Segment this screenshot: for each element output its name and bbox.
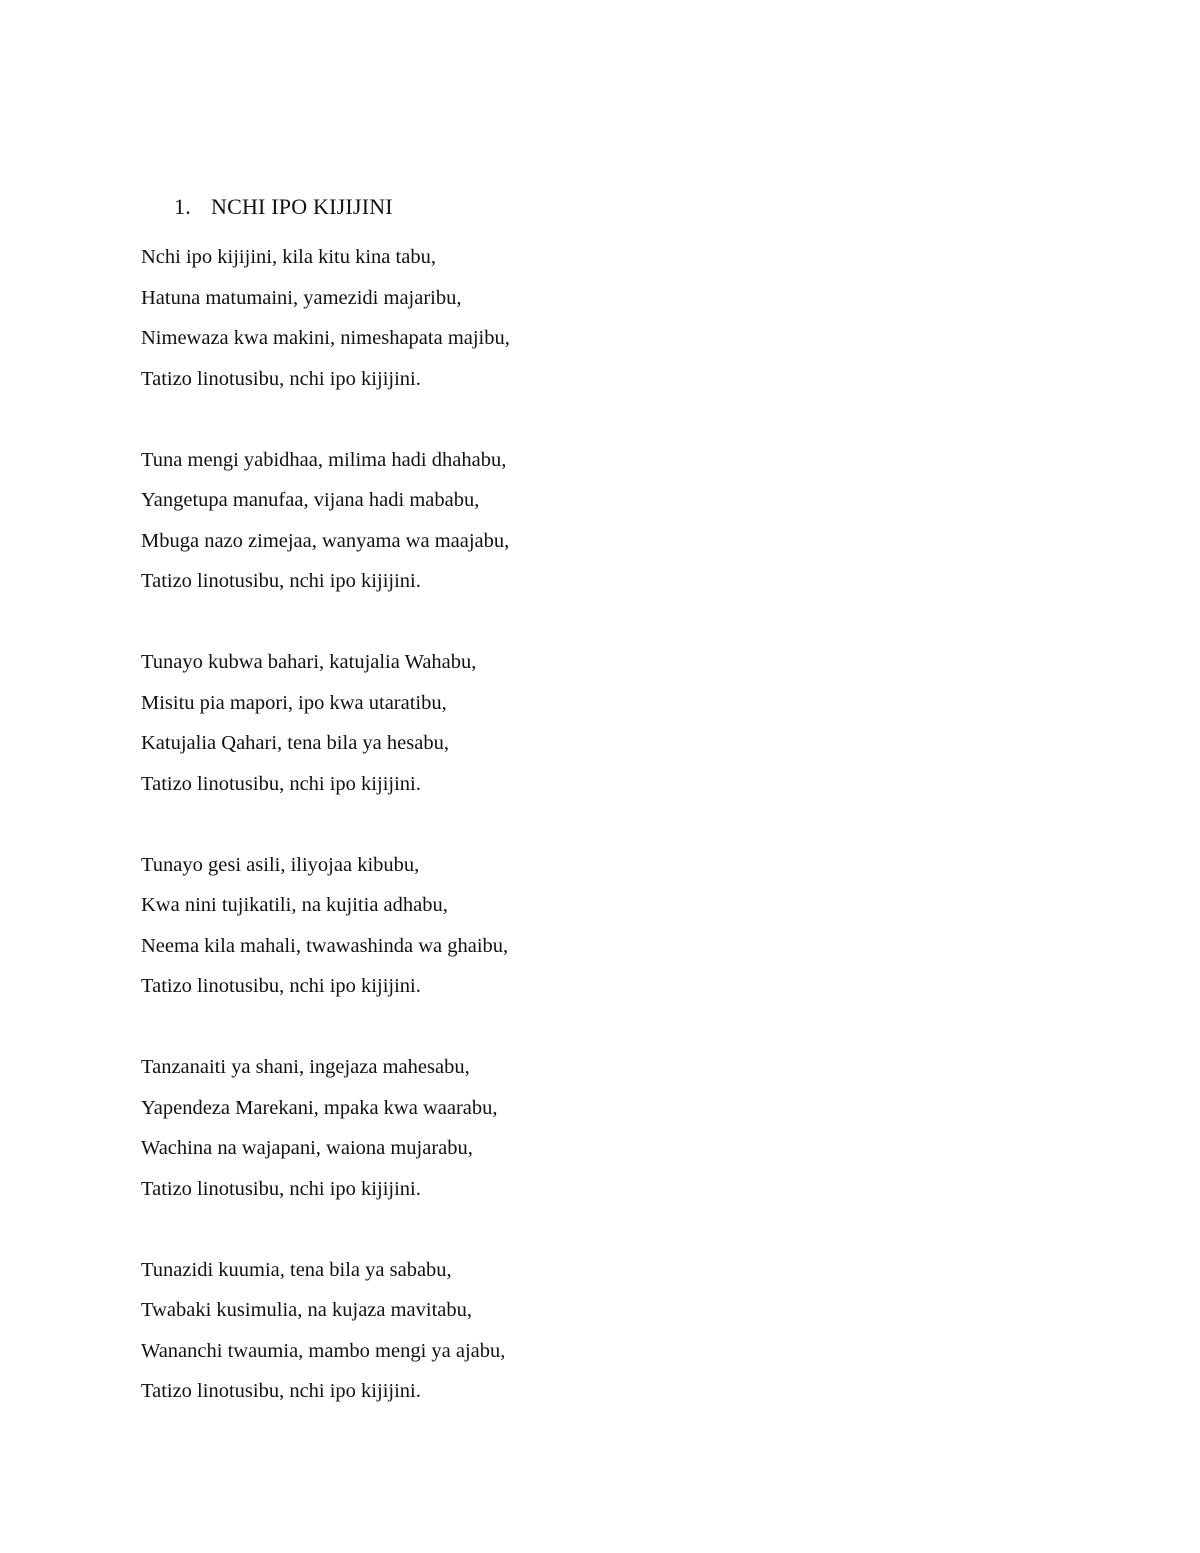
verse-line: Tunayo gesi asili, iliyojaa kibubu, xyxy=(141,853,420,876)
verse-line: Twabaki kusimulia, na kujaza mavitabu, xyxy=(141,1299,473,1321)
stanza-6 xyxy=(141,1250,841,1412)
verse-line: Yapendeza Marekani, mpaka kwa waarabu, xyxy=(141,1096,498,1119)
verse-line: Tatizo linotusibu, nchi ipo kijijini. xyxy=(141,1177,421,1200)
stanza-1 xyxy=(141,237,841,399)
verse-line: Katujalia Qahari, tena bila ya hesabu, xyxy=(141,732,449,754)
stanza-5 xyxy=(141,1047,841,1209)
stanza-4 xyxy=(141,845,841,1007)
verse-line: Tunazidi kuumia, tena bila ya sababu, xyxy=(141,1258,452,1281)
stanza-2 xyxy=(141,440,841,602)
verse-line: Tatizo linotusibu, nchi ipo kijijini. xyxy=(141,772,421,795)
verse-line: Wananchi twaumia, mambo mengi ya ajabu, xyxy=(141,1339,506,1362)
poem-number: 1. xyxy=(174,194,191,219)
verse-line: Yangetupa manufaa, vijana hadi mababu, xyxy=(141,489,480,511)
verse-line: Tatizo linotusibu, nchi ipo kijijini. xyxy=(141,570,421,592)
verse-line: Nimewaza kwa makini, nimeshapata majibu, xyxy=(141,327,510,349)
verse-line: Tuna mengi yabidhaa, milima hadi dhahabu, xyxy=(141,448,507,471)
poem-title xyxy=(174,193,393,221)
verse-line: Tunayo kubwa bahari, katujalia Wahabu, xyxy=(141,651,477,673)
verse-line: Kwa nini tujikatili, na kujitia adhabu, xyxy=(141,894,448,916)
stanza-3 xyxy=(141,642,841,804)
verse-line: Mbuga nazo zimejaa, wanyama wa maajabu, xyxy=(141,529,510,552)
verse-line: Misitu pia mapori, ipo kwa utaratibu, xyxy=(141,691,447,714)
poem-title-text: NCHI IPO KIJIJINI xyxy=(211,194,393,219)
verse-line: Tanzanaiti ya shani, ingejaza mahesabu, xyxy=(141,1056,470,1078)
verse-line: Nchi ipo kijijini, kila kitu kina tabu, xyxy=(141,246,436,268)
poem-body xyxy=(141,237,841,1452)
verse-line: Wachina na wajapani, waiona mujarabu, xyxy=(141,1137,473,1159)
verse-line: Tatizo linotusibu, nchi ipo kijijini. xyxy=(141,975,421,997)
verse-line: Hatuna matumaini, yamezidi majaribu, xyxy=(141,286,462,309)
verse-line: Tatizo linotusibu, nchi ipo kijijini. xyxy=(141,1380,421,1402)
verse-line: Neema kila mahali, twawashinda wa ghaibu, xyxy=(141,934,509,957)
verse-line: Tatizo linotusibu, nchi ipo kijijini. xyxy=(141,367,421,390)
